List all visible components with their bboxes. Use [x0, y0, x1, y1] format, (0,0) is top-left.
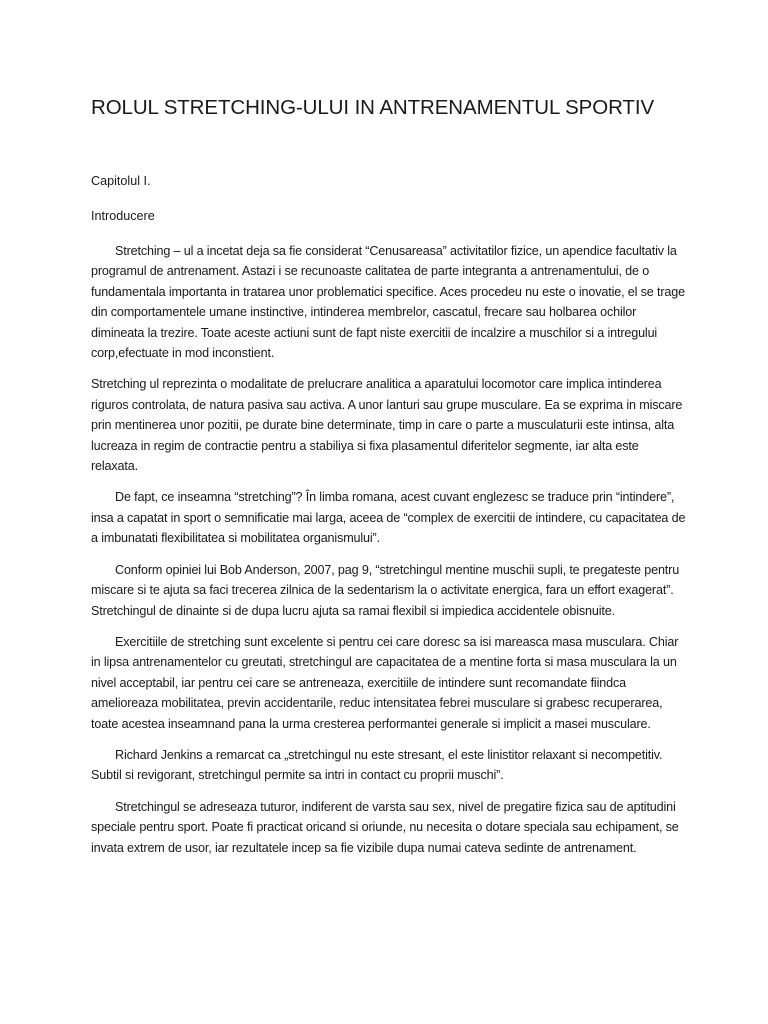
section-heading: Introducere	[91, 209, 155, 223]
paragraph-2: Stretching ul reprezinta o modalitate de prelucrare analitica a aparatului locomotor care implica intinderea riguros controlata, de natura pasiva sau activa. A unor lanturi sau grupe musculare. Ea se exprima in miscare prin mentinerea unor pozitii, pe durate bine determinate, timp in care o parte a musculaturii este intinsa, alta lucreaza in regim de contractie pentru a stabiliya si fixa plasamentul diferitelor segmente, iar alta este relaxata.	[91, 377, 683, 474]
paragraph-5: Exercitiile de stretching sunt excelente si pentru cei care doresc sa isi mareasca masa musculara. Chiar in lipsa antrenamentelor cu greutati, stretchingul are capacitatea de a mentine forta si masa musculara la un nivel acceptabil, iar pentru cei care se antreneaza, exercitiile de intindere sunt recomandate fiindca amelioreaza mobilitatea, previn accidentarile, reduc intensitatea febrei musculare si grabesc recuperarea, toate acestea inseamnand pana la urma cresterea performantei generale si implicit a masei musculare.	[91, 634, 679, 731]
paragraph-6: Richard Jenkins a remarcat ca „stretchingul nu este stresant, el este linistitor relaxant si necompetitiv. Subtil si revigorant, stretchingul permite sa intri in contact cu proprii muschi”.	[91, 747, 663, 783]
paragraph-1: Stretching – ul a incetat deja sa fie considerat “Cenusareasa” activitatilor fizice, un apendice facultativ la programul de antrenament. Astazi i se recunoaste calitatea de parte integranta a antrenamentului, de o fundamentala importanta in tratarea unor problematici specifice. Aces procedeu nu este o inovatie, el se trage din comportamentele umane instinctive, intinderea membrelor, cascatul, frecare sau holbarea ochilor dimineata la trezire. Toate aceste actiuni sunt de fapt niste exercitii de incalzire a muschilor si a intregului corp,efectuate in mod inconstient.	[91, 244, 685, 361]
paragraph-3: De fapt, ce inseamna “stretching”? În limba romana, acest cuvant englezesc se traduce prin “intindere”, insa a capatat in sport o semnificatie mai larga, aceea de “complex de exercitii de intindere, cu capacitatea de a imbunatati flexibilitatea si mobilitatea organismului”.	[91, 490, 686, 546]
chapter-heading: Capitolul I.	[91, 174, 151, 188]
document-title: ROLUL STRETCHING-ULUI IN ANTRENAMENTUL SPORTIV	[91, 96, 655, 119]
paragraph-7: Stretchingul se adreseaza tuturor, indiferent de varsta sau sex, nivel de pregatire fizica sau de aptitudini speciale pentru sport. Poate fi practicat oricand si oriunde, nu necesita o dotare speciala sau echipament, se invata extrem de usor, iar rezultatele incep sa fie vizibile dupa numai cateva sedinte de antrenament.	[91, 799, 679, 855]
paragraph-4: Conform opiniei lui Bob Anderson, 2007, pag 9, “stretchingul mentine muschii supli, te pregateste pentru miscare si te ajuta sa faci trecerea zilnica de la sedentarism la o activitate energica, fara un effort exagerat”. Stretchingul de dinainte si de dupa lucru ajuta sa ramai flexibil si impiedica accidentele obisnuite.	[91, 562, 680, 618]
